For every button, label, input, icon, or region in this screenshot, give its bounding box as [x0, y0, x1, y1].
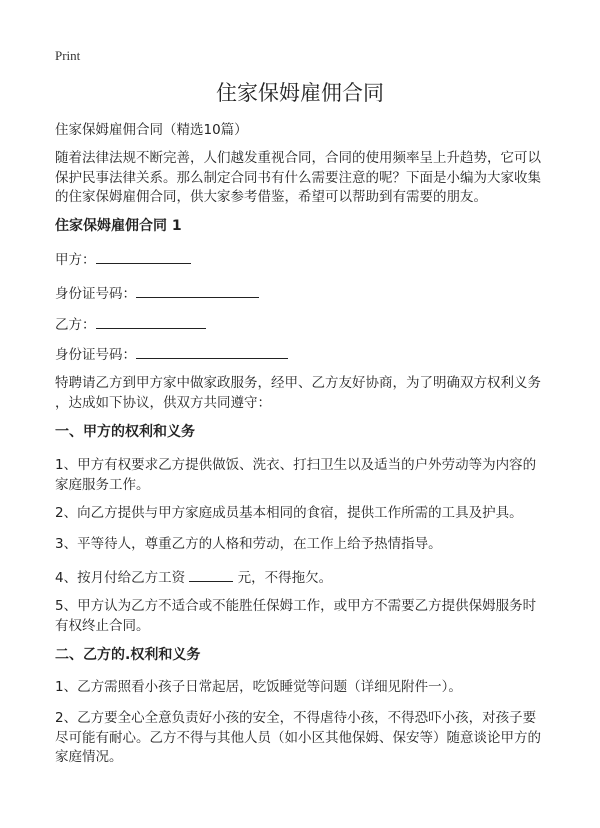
- id-b-blank: [136, 344, 288, 359]
- section1-item3: 3、平等待人，尊重乙方的人格和劳动，在工作上给予热情指导。: [55, 536, 442, 552]
- party-a-label: 甲方：: [55, 252, 96, 268]
- party-a-blank: [96, 249, 191, 264]
- section2-heading: 二、乙方的.权利和义务: [55, 647, 201, 663]
- id-b-label: 身份证号码：: [55, 347, 136, 363]
- preamble-line: 特聘请乙方到甲方家中做家政服务，经甲、乙方友好协商，为了明确双方权利义务: [55, 375, 541, 391]
- party-b-field: [55, 314, 206, 336]
- intro-line: 的住家保姆雇佣合同，供大家参考借鉴，希望可以帮助到有需要的朋友。: [55, 189, 487, 205]
- section1-item4: [55, 567, 332, 589]
- party-a-field: [55, 249, 191, 271]
- item-line: 尽可能有耐心。乙方不得与其他人员（如小区其他保姆、保安等）随意谈论甲方的: [55, 729, 541, 746]
- item-line: 家庭服务工作。: [55, 476, 150, 493]
- preamble-line: ，达成如下协议，供双方共同遵守：: [55, 394, 271, 411]
- item4-text-end: 元，不得拖欠。: [233, 570, 333, 586]
- item-line: 5、甲方认为乙方不适合或不能胜任保姆工作，或甲方不需要乙方提供保姆服务时: [55, 598, 537, 614]
- section1-item5: [55, 597, 536, 636]
- id-b-field: [55, 344, 288, 366]
- id-a-blank: [136, 283, 259, 298]
- id-a-field: [55, 283, 259, 305]
- intro-paragraph: [55, 149, 541, 208]
- item-line: 2、乙方要全心全意负责好小孩的安全，不得虐待小孩，不得恐吓小孩，对孩子要: [55, 710, 537, 726]
- intro-line: 随着法律法规不断完善，人们越发重视合同，合同的使用频率呈上升趋势，它可以: [55, 150, 541, 166]
- salary-blank: [189, 567, 233, 582]
- section1-item1: [55, 456, 536, 495]
- item-line: 家庭情况。: [55, 749, 123, 765]
- id-a-label: 身份证号码：: [55, 286, 136, 302]
- contract-heading: 住家保姆雇佣合同 1: [55, 218, 182, 234]
- item-line: 有权终止合同。: [55, 617, 150, 634]
- party-b-blank: [96, 314, 206, 329]
- preamble-paragraph: [55, 374, 541, 413]
- section1-heading: 一、甲方的权利和义务: [55, 424, 195, 440]
- section2-item1: 1、乙方需照看小孩子日常起居，吃饭睡觉等问题（详细见附件一）。: [55, 679, 462, 695]
- item4-text: 4、按月付给乙方工资: [55, 570, 190, 586]
- section1-item2: 2、向乙方提供与甲方家庭成员基本相同的食宿，提供工作所需的工具及护具。: [55, 505, 523, 521]
- document-title: 住家保姆雇佣合同: [216, 81, 384, 105]
- intro-line: 保护民事法律关系。那么制定合同书有什么需要注意的呢？下面是小编为大家收集: [55, 169, 541, 186]
- document-subtitle: 住家保姆雇佣合同（精选10篇）: [55, 122, 248, 138]
- item-line: 1、甲方有权要求乙方提供做饭、洗衣、打扫卫生以及适当的户外劳动等为内容的: [55, 457, 537, 473]
- party-b-label: 乙方：: [55, 317, 96, 333]
- print-link[interactable]: Print: [55, 48, 81, 63]
- section2-item2: [55, 709, 541, 768]
